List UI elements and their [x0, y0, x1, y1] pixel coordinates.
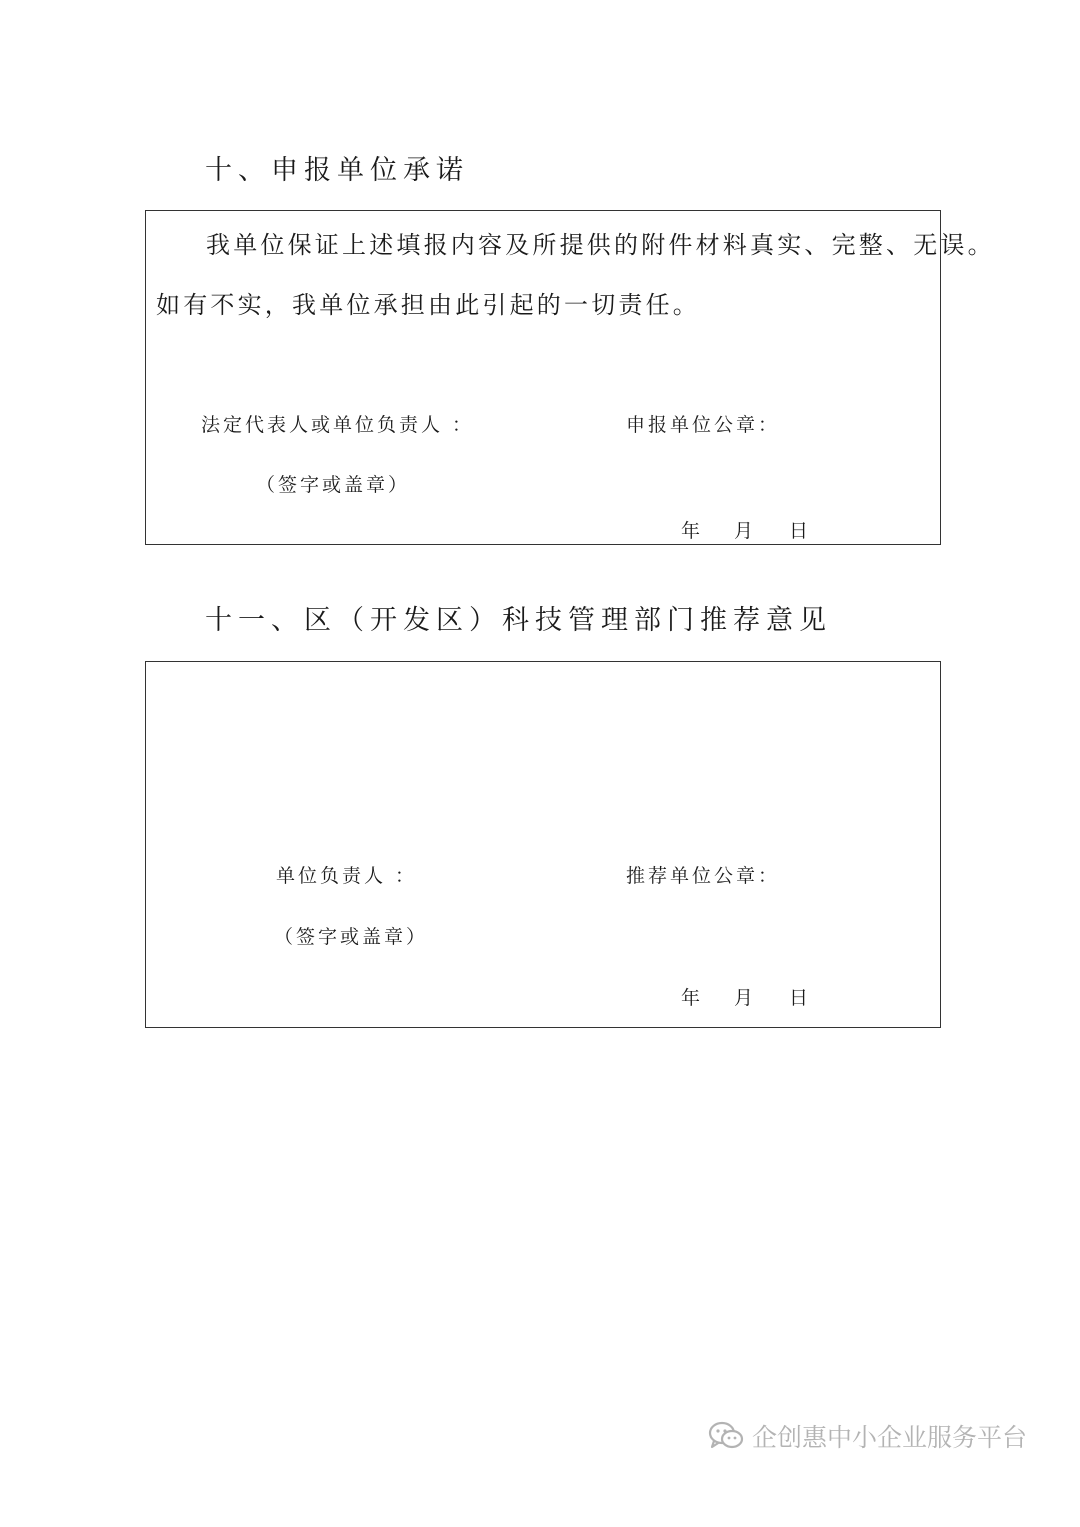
- applicant-seal-label: 申报单位公章：: [626, 414, 781, 436]
- recommendation-box: [145, 661, 941, 1028]
- legal-representative-label: 法定代表人或单位负责人 ：: [201, 414, 475, 436]
- date-day: 日: [789, 987, 812, 1009]
- date-year: 年: [681, 987, 704, 1009]
- commitment-text-line-1: 我单位保证上述填报内容及所提供的附件材料真实、完整、无误。: [206, 231, 995, 259]
- date-year: 年: [681, 520, 704, 542]
- date-month: 月: [734, 987, 757, 1009]
- section-11-heading: 十一、区（开发区）科技管理部门推荐意见: [205, 605, 832, 636]
- sign-or-seal-note: （签字或盖章）: [256, 474, 411, 496]
- wechat-icon: [708, 1421, 744, 1451]
- watermark: [708, 1418, 1027, 1454]
- commitment-text-line-2: 如有不实，我单位承担由此引起的一切责任。: [156, 291, 700, 319]
- recommender-seal-label: 推荐单位公章：: [626, 865, 781, 887]
- watermark-text: 企创惠中小企业服务平台: [752, 1423, 1028, 1452]
- unit-leader-label: 单位负责人 ：: [276, 865, 418, 887]
- date-month: 月: [734, 520, 757, 542]
- commitment-box: [145, 210, 995, 545]
- date-day: 日: [789, 520, 812, 542]
- section-10-heading: 十、申报单位承诺: [205, 155, 469, 186]
- sign-or-seal-note: （签字或盖章）: [274, 926, 429, 948]
